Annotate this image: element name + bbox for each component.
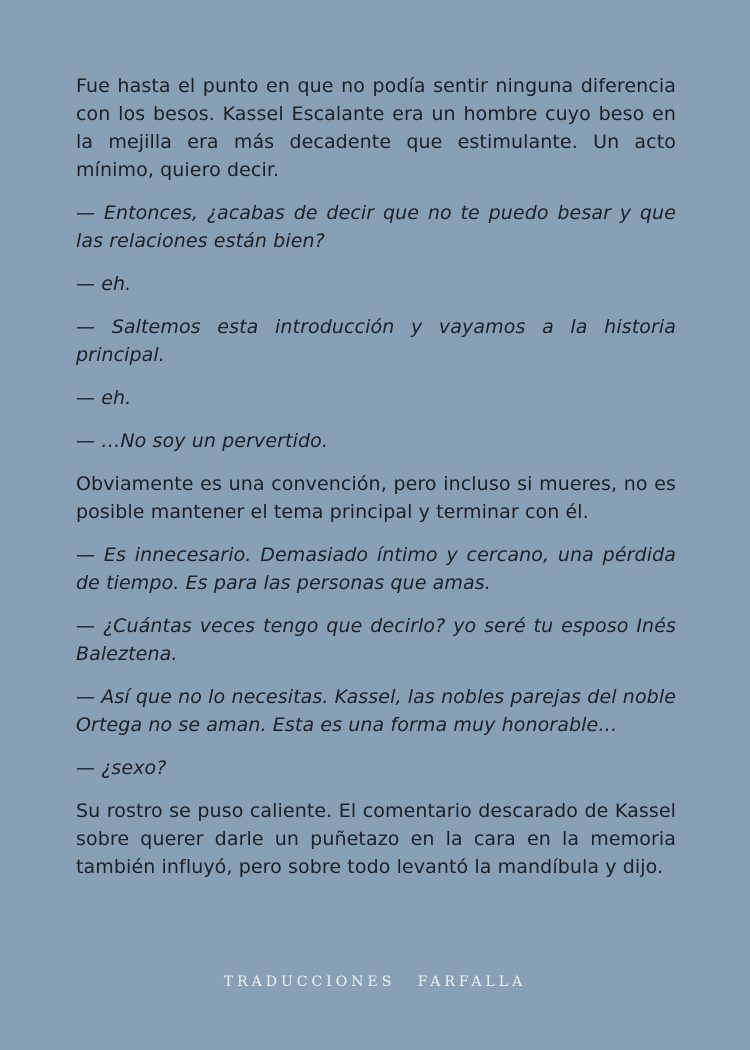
footer-credit: TRADUCCIONES FARFALLA — [223, 974, 527, 990]
paragraph-dialogue: — …No soy un pervertido. — [76, 430, 329, 452]
paragraph-dialogue: — ¿Cuántas veces tengo que decirlo? yo seré tu esposo Inés Baleztena. — [76, 615, 676, 665]
paragraph-dialogue: — Es innecesario. Demasiado íntimo y cercano, una pérdida de tiempo. Es para las personas que amas. — [76, 544, 676, 594]
paragraph-narration: Fue hasta el punto en que no podía sentir ninguna diferencia con los besos. Kassel Escalante era un hombre cuyo beso en la mejilla era más decadente que estimulante. Un acto mínimo, quiero decir. — [76, 75, 676, 181]
paragraph-narration: Obviamente es una convención, pero incluso si mueres, no es posible mantener el tema principal y terminar con él. — [76, 473, 676, 523]
paragraph-dialogue: — ¿sexo? — [76, 757, 167, 779]
paragraph-dialogue: — eh. — [76, 387, 132, 409]
paragraph-dialogue: — Así que no lo necesitas. Kassel, las nobles parejas del noble Ortega no se aman. Esta es una forma muy honorable… — [76, 686, 676, 736]
paragraph-dialogue: — Saltemos esta introducción y vayamos a la historia principal. — [76, 316, 676, 366]
paragraph-dialogue: — eh. — [76, 273, 132, 295]
paragraph-dialogue: — Entonces, ¿acabas de decir que no te puedo besar y que las relaciones están bien? — [76, 202, 676, 252]
body-text — [76, 72, 676, 896]
paragraph-narration: Su rostro se puso caliente. El comentario descarado de Kassel sobre querer darle un puñetazo en la cara en la memoria también influyó, pero sobre todo levantó la mandíbula y dijo. — [76, 800, 676, 878]
